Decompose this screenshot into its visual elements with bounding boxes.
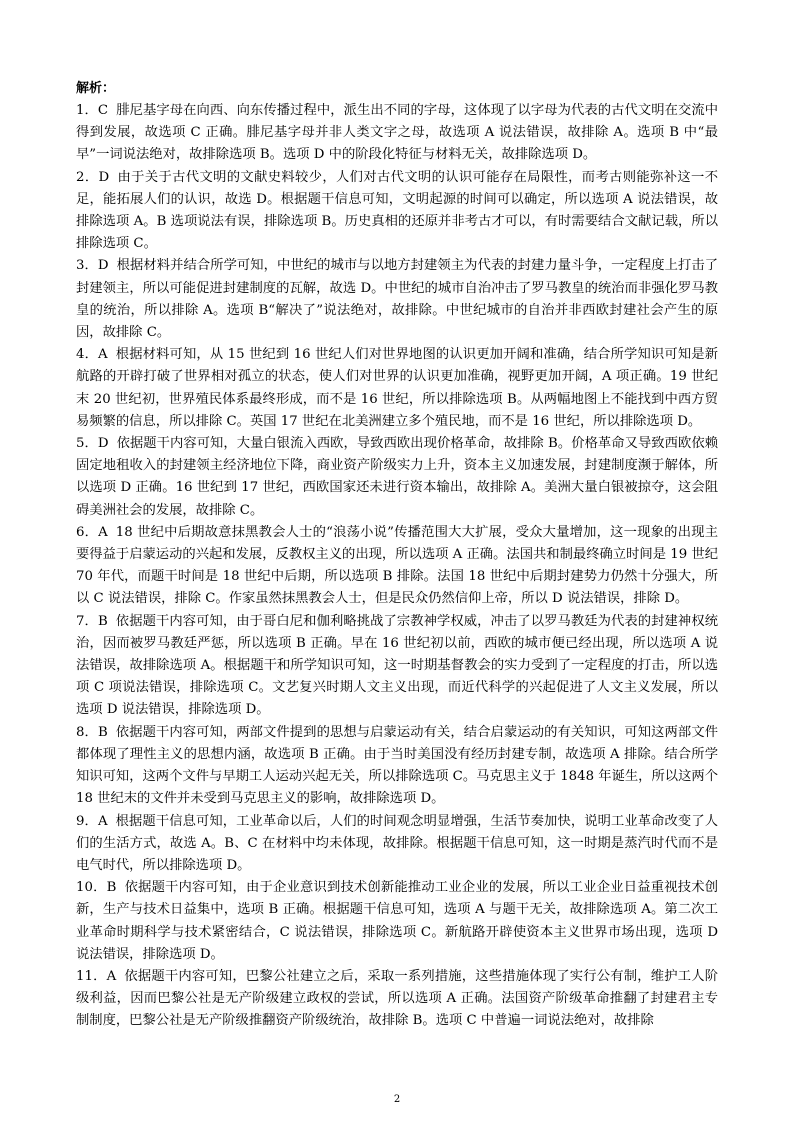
question-number: 9．: [76, 813, 98, 829]
explanation-text: 18 世纪中后期故意抹黑教会人士的“浪荡小说”传播范围大大扩展，受众大量增加，这一现象的出现主要得益于启蒙运动的兴起和发展，反教权主义的出现，所以选项 A 正确。法国共和制最终确立时间是 19 世纪 70 年代，而题干时间是 18 世纪中后期，所以选项 B 排除。法国 18 世纪中后期封建势力仍然十分强大，所以 C 说法错误，排除 C。作家虽然抹黑教会人士，但是民众仍然信仰上帝，所以 D 说法错误，排除 D。: [76, 524, 718, 607]
answer-list: [76, 100, 718, 1033]
question-number: 1．: [76, 103, 98, 118]
explanation-text: 依据题干内容可知，由于哥白尼和伽利略挑战了宗教神学权威，冲击了以罗马教廷为代表的封建神权统治，因而被罗马教廷严惩，所以选项 B 正确。早在 16 世纪初以前，西欧的城市便已经出现，所以选项 A 说法错误，故排除选项 A。根据题干和所学知识可知，这一时期基督教会的实力受到了一定程度的打击，所以选项 C 项说法错误，排除选项 C。文艺复兴时期人文主义出现，而近代科学的兴起促进了人文主义发展，所以选项 D 说法错误，排除选项 D。: [76, 613, 718, 718]
answer-item: [76, 611, 718, 722]
explanation-text: 依据题干内容可知，巴黎公社建立之后，采取一系列措施，这些措施体现了实行公有制，维护工人阶级利益，因而巴黎公社是无产阶级建立政权的尝试，所以选项 A 正确。法国资产阶级革命推翻了封建君主专制制度，巴黎公社是无产阶级推翻资产阶级统治，故排除 B。选项 C 中普遍一词说法绝对，故排除: [76, 968, 719, 1029]
answer-choice: A: [98, 524, 108, 540]
explanation-text: 根据材料可知，从 15 世纪到 16 世纪人们对世界地图的认识更加开阔和准确，结合所学知识可知是新航路的开辟打破了世界相对孤立的状态，使人们对世界的认识更加准确，视野更加开阔，A 项正确。19 世纪末 20 世纪初，世界殖民体系最终形成，而不是 16 世纪，所以排除选项 B。从两幅地图上不能找到中西方贸易频繁的信息，所以排除 C。英国 17 世纪在北美洲建立多个殖民地，而不是 16 世纪，所以排除选项 D。: [76, 347, 718, 429]
answer-choice: B: [106, 880, 117, 896]
answer-item: [76, 344, 718, 433]
question-number: 5．: [76, 436, 98, 452]
question-number: 7．: [76, 613, 98, 629]
question-number: 6．: [76, 524, 99, 540]
answer-item: [76, 100, 718, 167]
answer-choice: B: [97, 613, 108, 629]
answer-item: [76, 167, 718, 256]
answer-choice: A: [98, 347, 108, 363]
explanation-text: 腓尼基字母在向西、向东传播过程中，派生出不同的字母，这体现了以字母为代表的古代文明在交流中得到发展，故选项 C 正确。腓尼基字母并非人类文字之母，故选项 A 说法错误，故排除 A。选项 B 中“最早”一词说法绝对，故排除选项 B。选项 D 中的阶段化特征与材料无关，故排除选项 D。: [76, 103, 718, 163]
question-number: 3．: [76, 258, 98, 274]
question-number: 8．: [76, 724, 98, 740]
answer-item: [76, 433, 718, 522]
answer-item: [76, 255, 718, 344]
analysis-content: [76, 78, 718, 1033]
answer-item: [76, 522, 718, 611]
answer-choice: D: [97, 436, 109, 452]
answer-item: [76, 966, 718, 1033]
answer-item: [76, 811, 718, 878]
explanation-text: 根据材料并结合所学可知，中世纪的城市与以地方封建领主为代表的封建力量斗争，一定程度上打击了封建领主，所以可能促进封建制度的瓦解，故选 D。中世纪的城市自治冲击了罗马教皇的统治而非强化罗马教皇的统治，所以排除 A。选项 B“解决了”说法绝对，故排除。中世纪城市的自治并非西欧封建社会产生的原因，故排除 C。: [76, 258, 719, 341]
explanation-text: 由于关于古代文明的文献史料较少，人们对古代文明的认识可能存在局限性，而考古则能弥补这一不足，能拓展人们的认识，故选 D。根据题干信息可知，文明起源的时间可以确定，所以选项 A 说法错误，故排除选项 A。B 选项说法有误，排除选项 B。历史真相的还原并非考古才可以，有时需要结合文献记载，所以排除选项 C。: [76, 169, 718, 252]
answer-choice: D: [97, 258, 109, 274]
question-number: 10．: [76, 880, 107, 896]
answer-choice: A: [106, 968, 117, 984]
answer-choice: B: [97, 724, 108, 740]
question-number: 11．: [76, 968, 107, 984]
question-number: 4．: [76, 347, 99, 363]
answer-item: [76, 877, 718, 966]
explanation-text: 根据题干信息可知，工业革命以后，人们的时间观念明显增强，生活节奏加快，说明工业革命改变了人们的生活方式，故选 A。B、C 在材料中均未体现，故排除。根据题干信息可知，这一时期是蒸汽时代而不是电气时代，所以排除选项 D。: [76, 813, 719, 873]
answer-choice: D: [98, 169, 110, 185]
question-number: 2．: [76, 169, 99, 185]
explanation-text: 依据题干内容可知，两部文件提到的思想与启蒙运动有关，结合启蒙运动的有关知识，可知这两部文件都体现了理性主义的思想内涵，故选项 B 正确。由于当时美国没有经历封建专制，故选项 A 排除。结合所学知识可知，这两个文件与早期工人运动兴起无关，所以排除选项 C。马克思主义于 1848 年诞生，所以这两个 18 世纪末的文件并未受到马克思主义的影响，故排除选项 D。: [76, 724, 718, 807]
answer-item: [76, 722, 718, 811]
explanation-text: 依据题干内容可知，由于企业意识到技术创新能推动工业企业的发展，所以工业企业日益重视技术创新，生产与技术日益集中，选项 B 正确。根据题干信息可知，选项 A 与题干无关，故排除选项 A。第二次工业革命时期科学与技术紧密结合，C 说法错误，排除选项 C。新航路开辟使资本主义世界市场出现，选项 D 说法错误，排除选项 D。: [76, 880, 719, 962]
answer-choice: A: [97, 813, 108, 829]
explanation-text: 依据题干内容可知，大量白银流入西欧，导致西欧出现价格革命，故排除 B。价格革命又导致西欧依赖固定地租收入的封建领主经济地位下降，商业资产阶级实力上升，资本主义加速发展，封建制度濒于解体，所以选项 D 正确。16 世纪到 17 世纪，西欧国家还未进行资本输出，故排除 A。美洲大量白银被掠夺，这会阻碍美洲社会的发展，故排除 C。: [76, 436, 719, 518]
answer-choice: C: [97, 103, 109, 118]
page-number: 2: [393, 1094, 401, 1105]
section-heading: 解析：: [76, 81, 116, 96]
